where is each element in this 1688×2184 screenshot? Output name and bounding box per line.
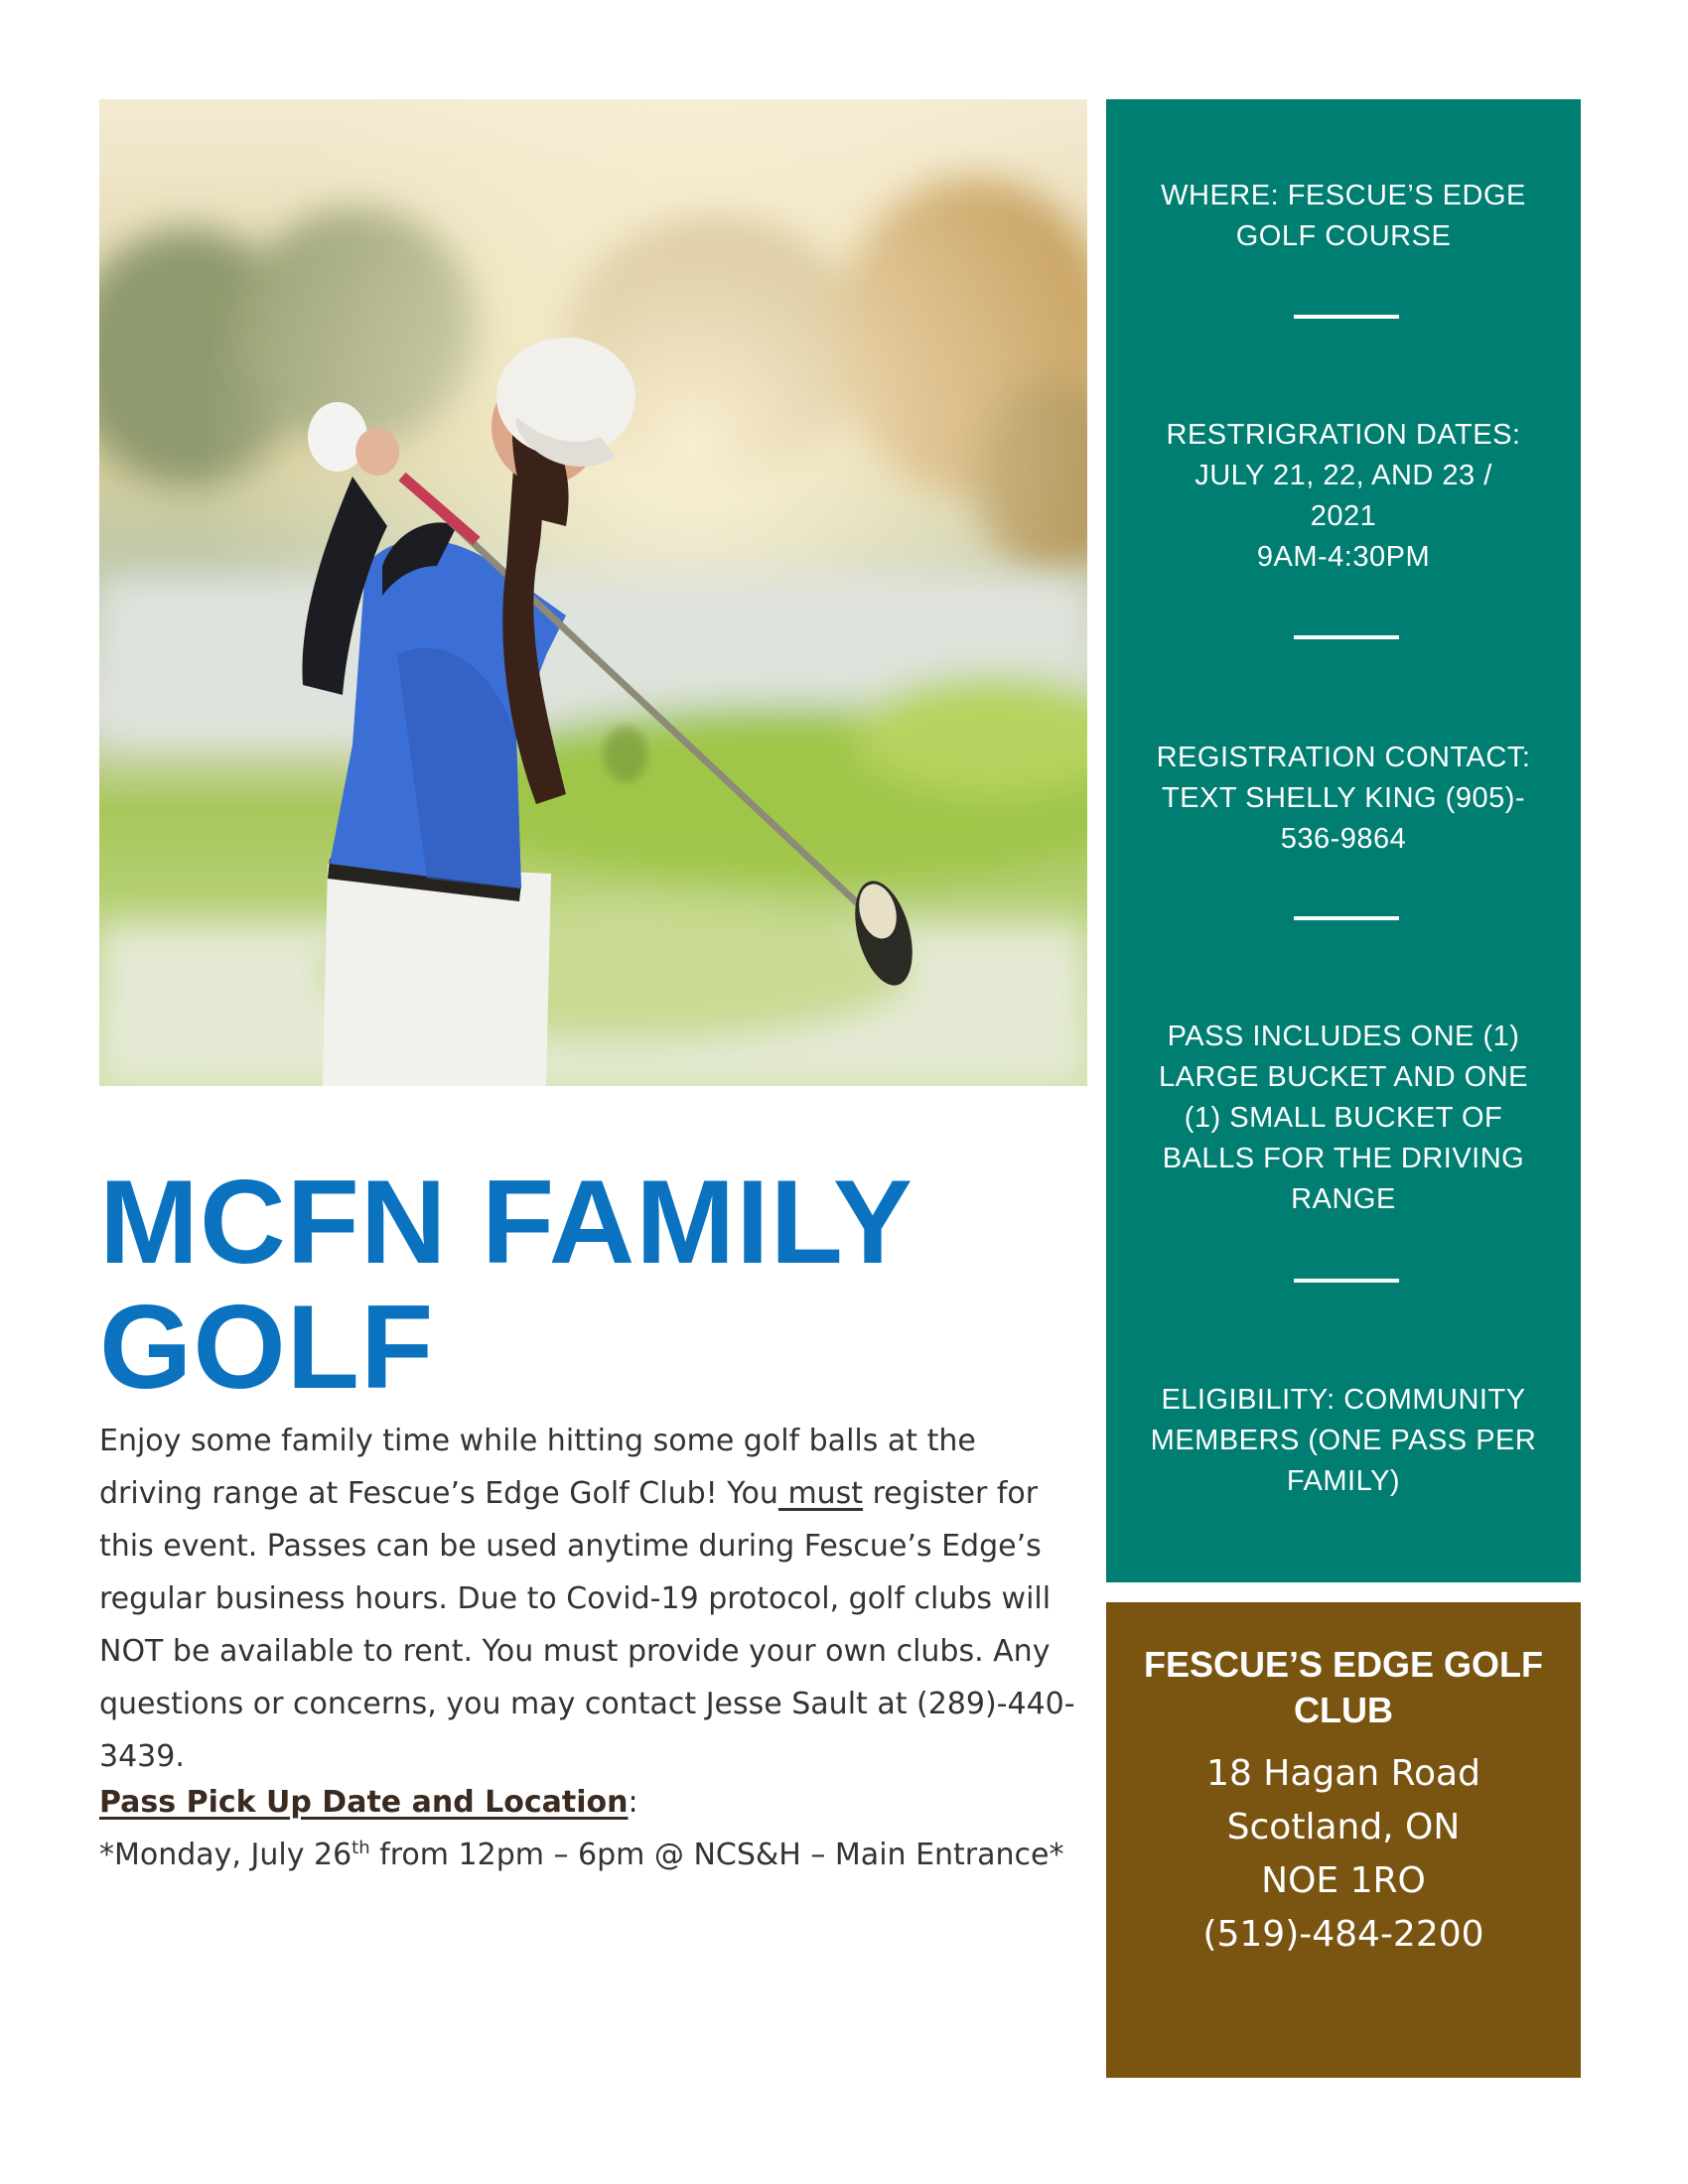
description-part-1: Enjoy some family time while hitting some golf balls at the driving range at Fescue’s Edge Golf Club! You (99, 1424, 976, 1511)
contact-line: 536-9864 (1280, 823, 1407, 855)
club-address (1106, 1747, 1581, 1962)
club-name (1106, 1642, 1581, 1733)
address-phone: (519)-484-2200 (1202, 1914, 1484, 1955)
where-block (1106, 176, 1581, 257)
club-name-line: CLUB (1294, 1690, 1393, 1730)
pickup-heading (99, 1778, 638, 1828)
address-postal: NOE 1RO (1261, 1860, 1426, 1901)
pass-block (1106, 1017, 1581, 1220)
pickup-detail (99, 1831, 1064, 1880)
divider (1294, 1279, 1399, 1283)
dates-line: 2021 (1310, 500, 1377, 532)
eligibility-line: FAMILY) (1286, 1465, 1401, 1497)
pickup-date-sup: th (352, 1838, 370, 1858)
club-info-panel (1106, 1602, 1581, 2078)
address-street: 18 Hagan Road (1206, 1753, 1480, 1794)
pass-line: RANGE (1291, 1183, 1396, 1215)
dates-block (1106, 415, 1581, 578)
where-line: GOLF COURSE (1235, 220, 1452, 252)
dates-line: JULY 21, 22, AND 23 / (1195, 460, 1492, 491)
pickup-date-pre: *Monday, July 26 (99, 1838, 352, 1872)
pickup-date-post: from 12pm – 6pm @ NCS&H – Main Entrance* (369, 1838, 1064, 1872)
eligibility-line: MEMBERS (ONE PASS PER (1150, 1425, 1537, 1456)
pickup-heading-colon: : (628, 1785, 638, 1820)
club-name-line: FESCUE’S EDGE GOLF (1143, 1644, 1544, 1685)
divider (1294, 916, 1399, 920)
dates-line: 9AM-4:30PM (1256, 541, 1431, 573)
dates-line: RESTRIGRATION DATES: (1166, 419, 1521, 451)
page-title: MCFN FAMILY GOLF (99, 1156, 912, 1414)
divider (1294, 315, 1399, 319)
contact-line: TEXT SHELLY KING (905)- (1161, 782, 1526, 814)
event-description (99, 1415, 1082, 1783)
eligibility-block (1106, 1380, 1581, 1502)
pickup-heading-label: Pass Pick Up Date and Location (99, 1785, 629, 1820)
info-sidebar (1106, 99, 1581, 1582)
description-part-2: register for this event. Passes can be used anytime during Fescue’s Edge’s regular business hours. Due to Covid-19 protocol, golf clubs will NOT be available to rent. You must provide your own clubs. Any questions or concerns, you may contact Jesse Sault at (289)-440-3439. (99, 1476, 1075, 1774)
contact-block (1106, 738, 1581, 860)
where-line: WHERE: FESCUE’S EDGE (1161, 180, 1526, 211)
pass-line: (1) SMALL BUCKET OF (1184, 1102, 1503, 1134)
pass-line: BALLS FOR THE DRIVING (1162, 1143, 1525, 1174)
description-emphasis: must (777, 1476, 864, 1511)
address-city: Scotland, ON (1226, 1807, 1461, 1847)
divider (1294, 635, 1399, 639)
eligibility-line: ELIGIBILITY: COMMUNITY (1161, 1384, 1526, 1416)
pass-line: LARGE BUCKET AND ONE (1158, 1061, 1529, 1093)
golfer-photo (99, 99, 1087, 1086)
contact-line: REGISTRATION CONTACT: (1156, 742, 1531, 773)
pass-line: PASS INCLUDES ONE (1) (1167, 1021, 1520, 1052)
